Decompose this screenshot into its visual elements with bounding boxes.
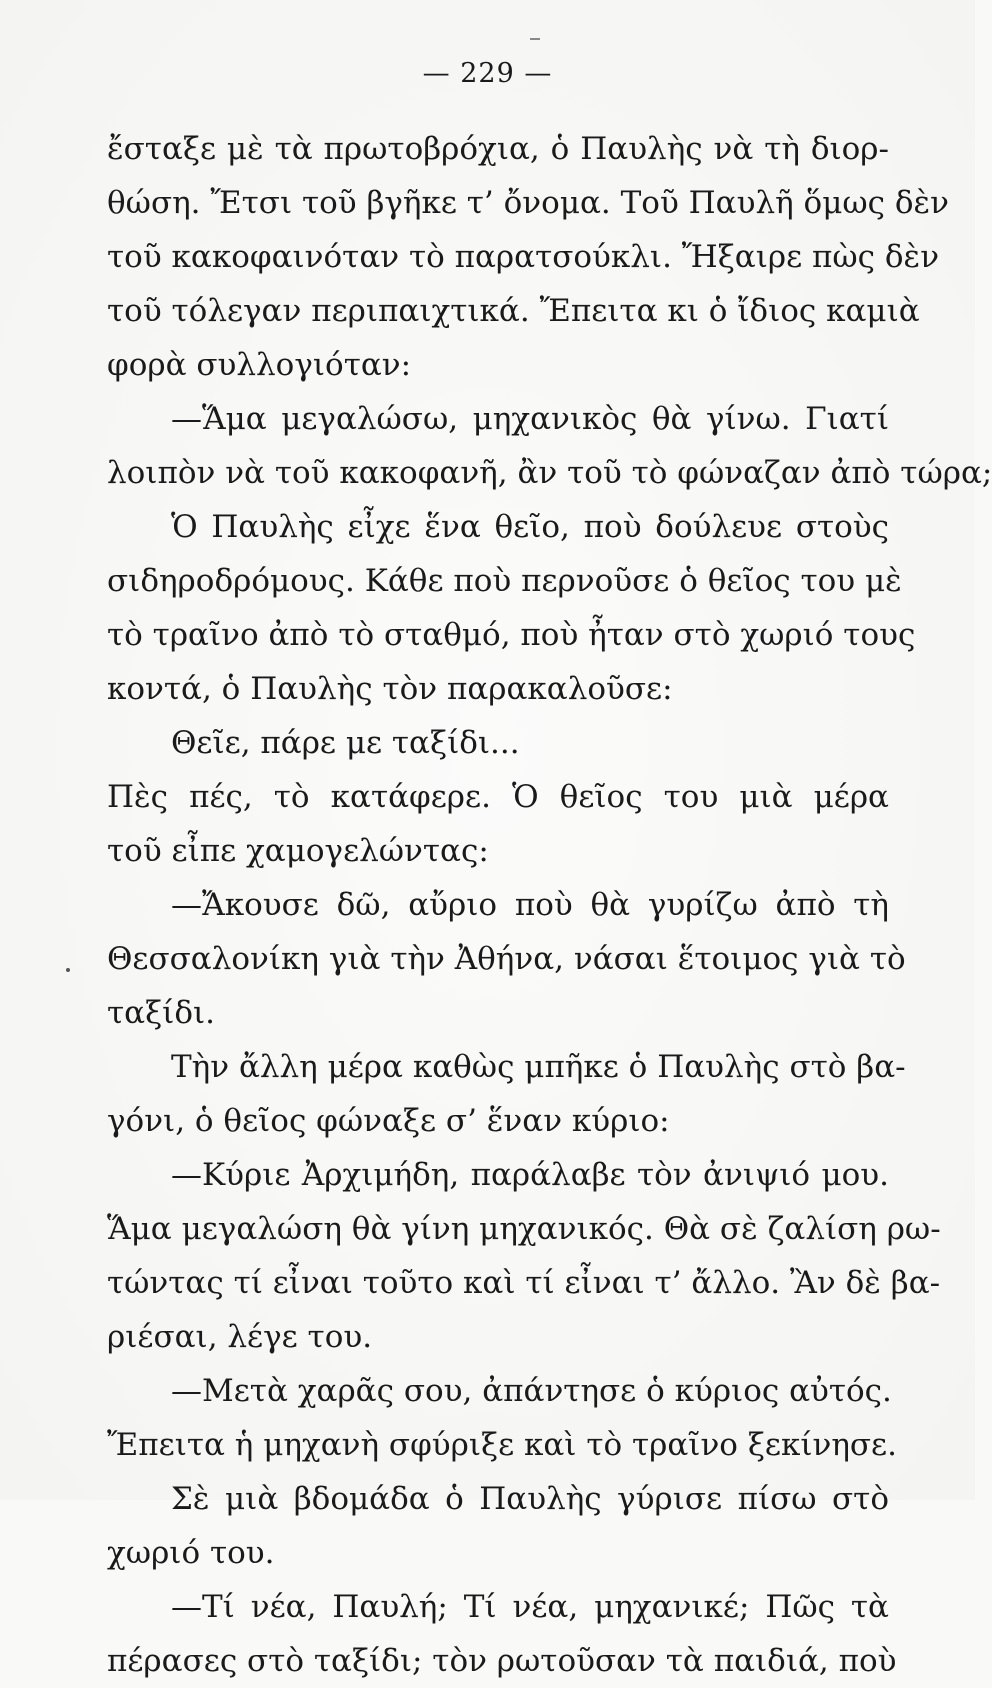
text-line: πέρασες στὸ ταξίδι; τὸν ρωτοῦσαν τὰ παιδιά, ποὺ xyxy=(107,1643,897,1679)
text-line: τὸ τραῖνο ἀπὸ τὸ σταθμό, ποὺ ἦταν στὸ χωριό τους xyxy=(107,617,916,653)
body-text xyxy=(107,122,992,1688)
text-line: ταξίδι. xyxy=(107,995,215,1031)
text-line: σιδηροδρόμους. Κάθε ποὺ περνοῦσε ὁ θεῖος του μὲ xyxy=(107,563,902,599)
text-line: Ἔπειτα ἡ μηχανὴ σφύριξε καὶ τὸ τραῖνο ξεκίνησε. xyxy=(107,1427,897,1463)
text-line: τοῦ κακοφαινόταν τὸ παρατσούκλι. Ἤξαιρε πὼς δὲν xyxy=(107,239,940,275)
text-line: χωριό του. xyxy=(107,1535,275,1571)
text-line: γόνι, ὁ θεῖος φώναξε σ’ ἕναν κύριο: xyxy=(107,1103,670,1139)
text-line: Πὲς πές, τὸ κατάφερε. Ὁ θεῖος του μιὰ μέρα xyxy=(107,779,889,815)
text-line: —Κύριε Ἀρχιμήδη, παράλαβε τὸν ἀνιψιό μου. xyxy=(171,1157,889,1193)
text-line: Θεσσαλονίκη γιὰ τὴν Ἀθήνα, νάσαι ἕτοιμος γιὰ τὸ xyxy=(107,941,906,977)
text-line: Ἅμα μεγαλώση θὰ γίνη μηχανικός. Θὰ σὲ ζαλίση ρω- xyxy=(107,1211,941,1247)
page-number: — 229 — xyxy=(422,58,553,89)
text-line: ἔσταξε μὲ τὰ πρωτοβρόχια, ὁ Παυλὴς νὰ τὴ διορ- xyxy=(107,131,889,167)
text-line: Σὲ μιὰ βδομάδα ὁ Παυλὴς γύρισε πίσω στὸ xyxy=(171,1481,889,1517)
text-line: λοιπὸν νὰ τοῦ κακοφανῆ, ἂν τοῦ τὸ φώναζαν ἀπὸ τώρα; xyxy=(107,455,992,491)
print-mark xyxy=(530,38,540,40)
text-line: κοντά, ὁ Παυλὴς τὸν παρακαλοῦσε: xyxy=(107,671,673,707)
text-line: Τὴν ἄλλη μέρα καθὼς μπῆκε ὁ Παυλὴς στὸ βα- xyxy=(171,1049,906,1085)
text-line: —Ἅμα μεγαλώσω, μηχανικὸς θὰ γίνω. Γιατί xyxy=(171,401,889,437)
text-line: —Ἄκουσε δῶ, αὔριο ποὺ θὰ γυρίζω ἀπὸ τὴ xyxy=(171,887,889,923)
text-line: τώντας τί εἶναι τοῦτο καὶ τί εἶναι τ’ ἄλλο. Ἂν δὲ βα- xyxy=(107,1265,941,1301)
text-line: θώση. Ἔτσι τοῦ βγῆκε τ’ ὄνομα. Τοῦ Παυλῆ ὅμως δὲν xyxy=(107,185,949,221)
text-line: τοῦ τόλεγαν περιπαιχτικά. Ἔπειτα κι ὁ ἴδιος καμιὰ xyxy=(107,293,920,329)
text-line: ριέσαι, λέγε του. xyxy=(107,1319,373,1355)
text-line: Ὁ Παυλὴς εἶχε ἕνα θεῖο, ποὺ δούλευε στοὺς xyxy=(171,509,889,545)
text-line: —Τί νέα, Παυλή; Τί νέα, μηχανικέ; Πῶς τὰ xyxy=(171,1589,889,1625)
text-line: —Μετὰ χαρᾶς σου, ἀπάντησε ὁ κύριος αὐτός. xyxy=(171,1373,892,1409)
text-line: Θεῖε, πάρε με ταξίδι... xyxy=(171,725,520,761)
ink-speck xyxy=(66,968,70,972)
text-line: φορὰ συλλογιόταν: xyxy=(107,347,412,383)
text-line: τοῦ εἶπε χαμογελώντας: xyxy=(107,833,489,869)
